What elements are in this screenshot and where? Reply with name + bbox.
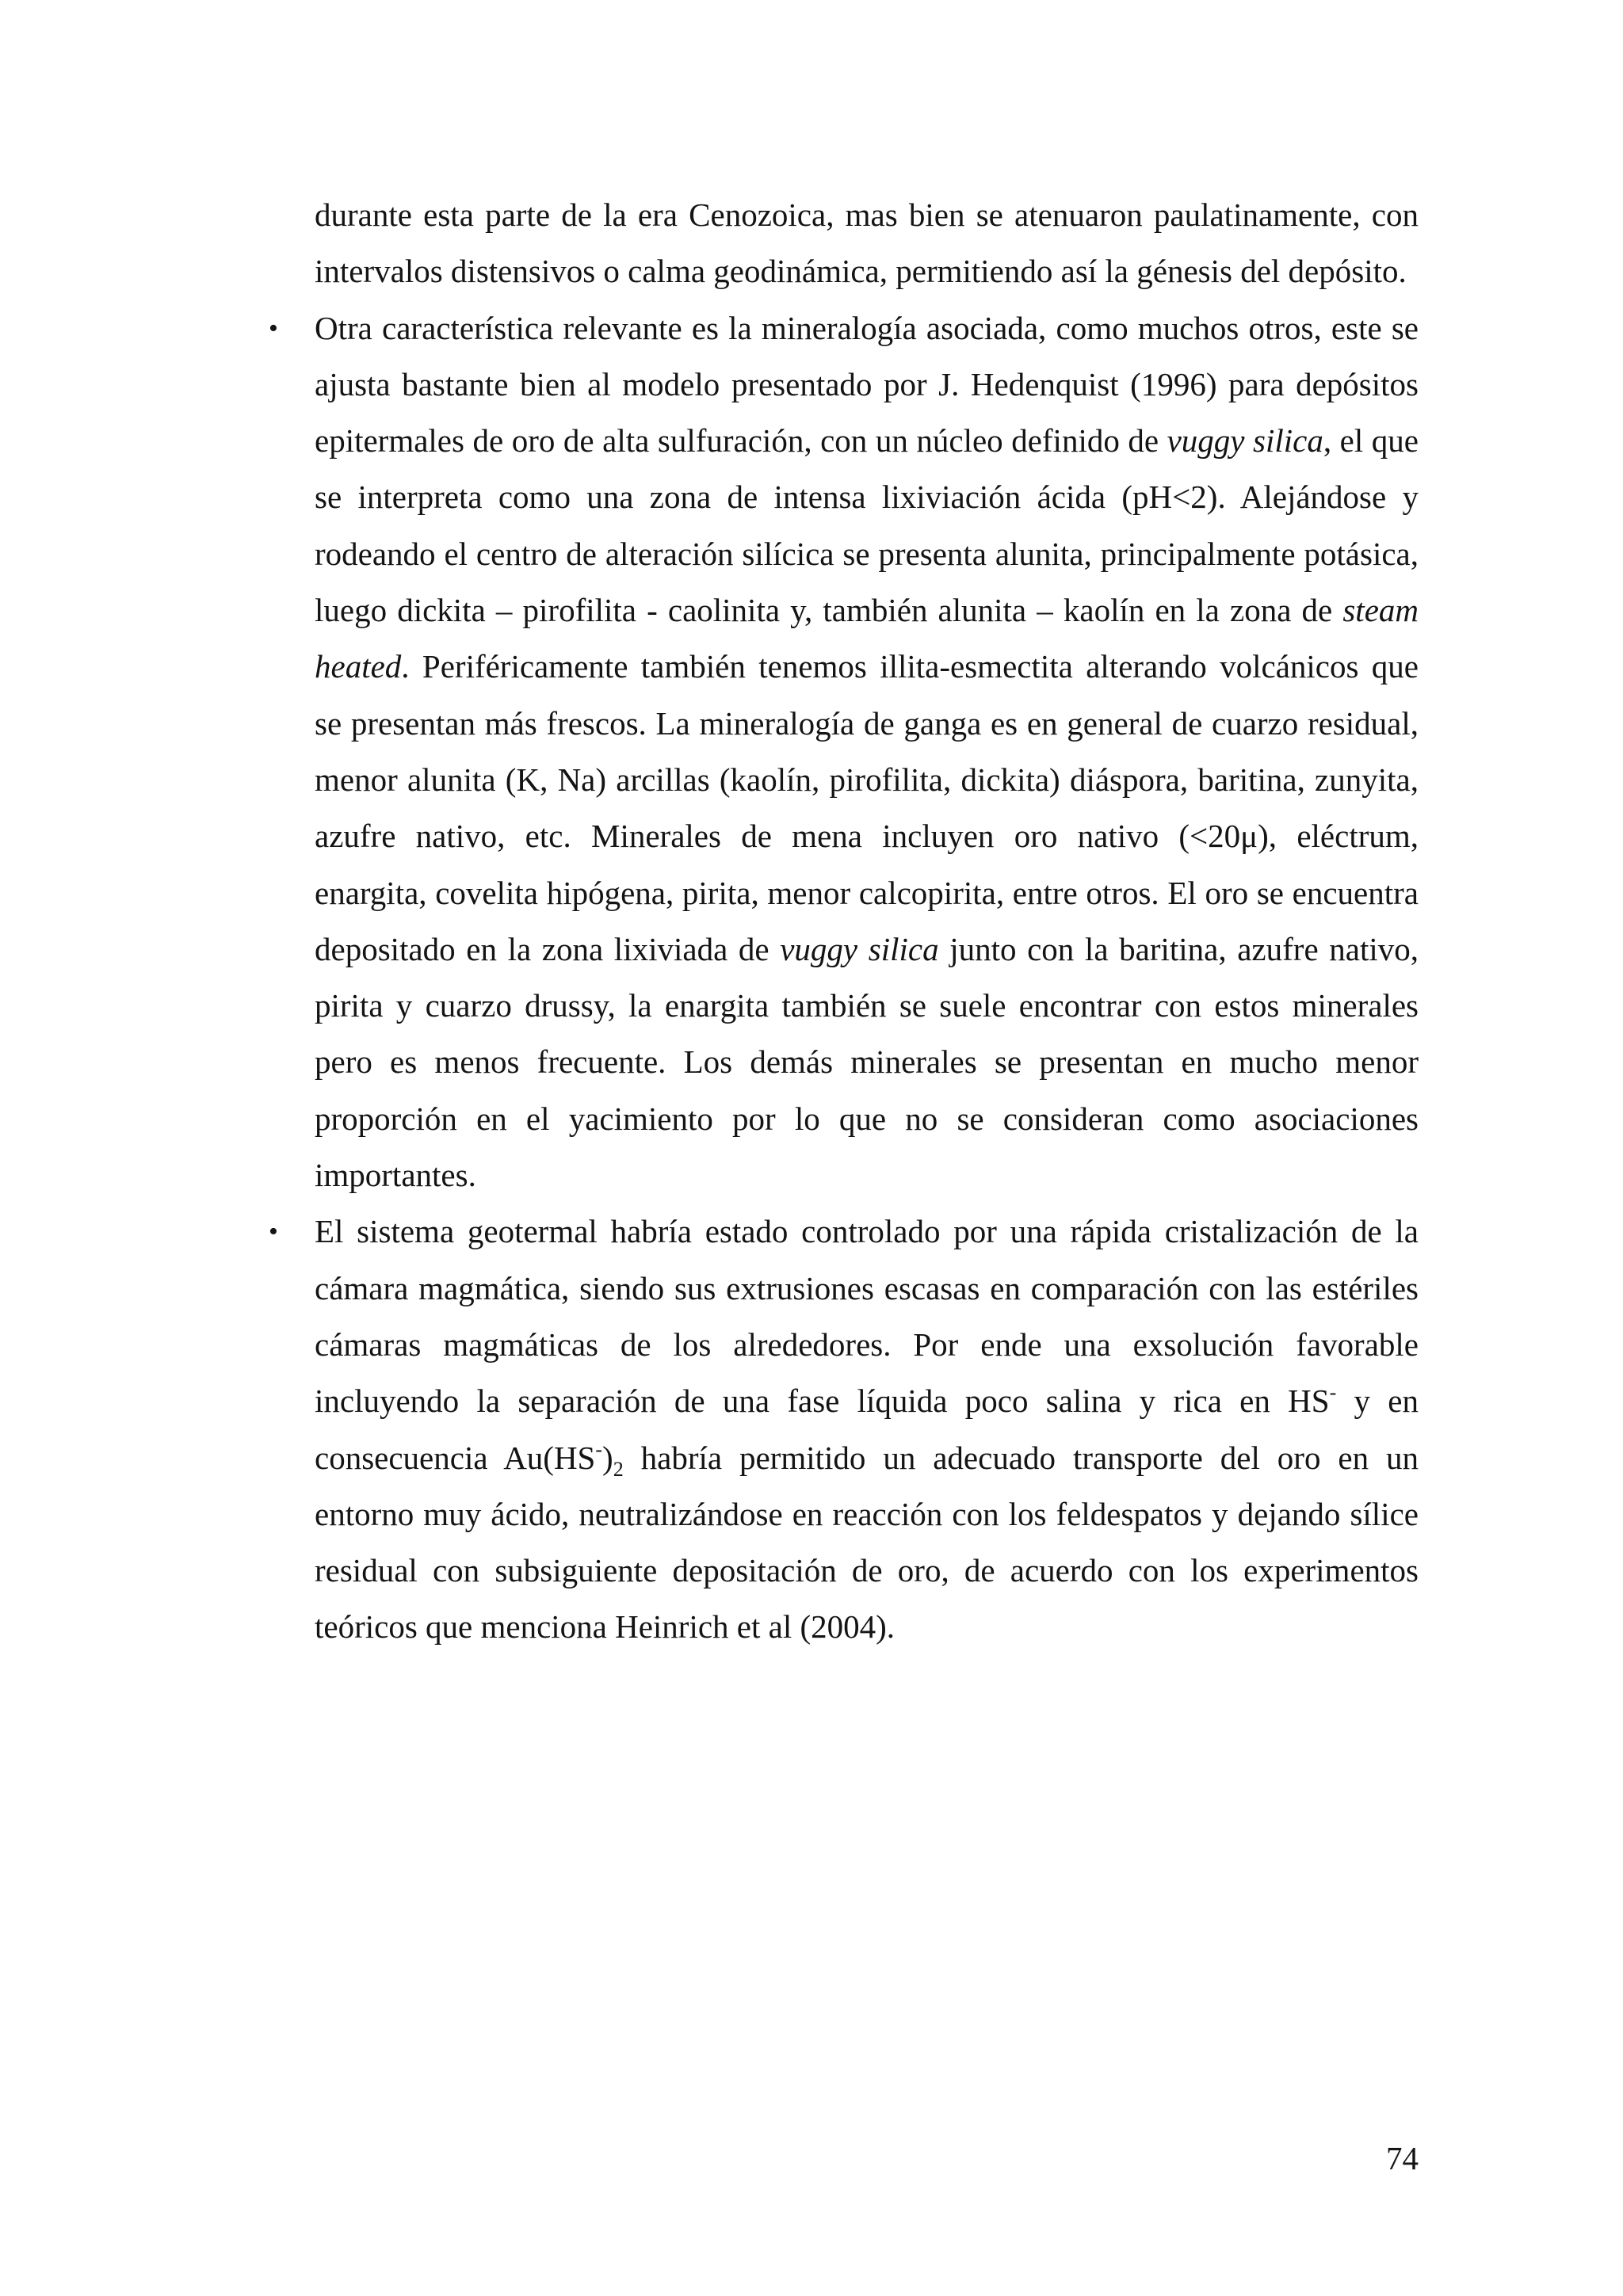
superscript-charge: - [595, 1437, 603, 1461]
superscript-charge: - [1329, 1381, 1337, 1405]
bullet-item-geothermal-system: • El sistema geotermal habría estado controlado por una rápida cristalización de la cámara magmática, siendo sus extrusiones escasas en comparación con las estériles cámaras magmáticas de los alrededores. Por ende una exsolución favorable incluyendo la separación de una fase líquida poco salina y rica en HS- y en consecuencia $Au(HS^-)_2$ habría permitido un adecuado transporte del oro en un entorno muy ácido, neutralizándose en reacción con los feldespatos y dejando sílice residual con subsiguiente depositación de oro, de acuerdo con los experimentos teóricos que menciona Heinrich et al (2004). [315, 1203, 1419, 1655]
italic-term: vuggy silica [1167, 422, 1323, 460]
bullet-marker: • [269, 313, 278, 343]
bullet-item-mineralogy: • Otra característica relevante es la mineralogía asociada, como muchos otros, este se ajusta bastante bien al modelo presentado por J. Hedenquist (1996) para depósitos epitermales de oro de alta sulfuración, con un núcleo definido de vuggy silica, el que se interpreta como una zona de intensa lixiviación ácida (pH<2). Alejándose y rodeando el centro de alteración silícica se presenta alunita, principalmente potásica, luego dickita – pirofilita - caolinita y, también alunita – kaolín en la zona de steam heated. Periféricamente también tenemos illita-esmectita alterando volcánicos que se presentan más frescos. La mineralogía de ganga es en general de cuarzo residual, menor alunita (K, Na) arcillas (kaolín, pirofilita, dickita) diáspora, baritina, zunyita, azufre nativo, etc. Minerales de mena incluyen oro nativo (<20μ), eléctrum, enargita, covelita hipógena, pirita, menor calcopirita, entre otros. El oro se encuentra depositado en la zona lixiviada de vuggy silica junto con la baritina, azufre nativo, pirita y cuarzo drussy, la enargita también se suele encontrar con estos minerales pero es menos frecuente. Los demás minerales se presentan en mucho menor proporción en el yacimiento por lo que no se consideran como asociaciones importantes. [315, 300, 1419, 1204]
continuation-paragraph: durante esta parte de la era Cenozoica, mas bien se atenuaron paulatinamente, con intervalos distensivos o calma geodinámica, permitiendo así la génesis del depósito. [315, 196, 1419, 290]
italic-term: steam heated [315, 592, 1419, 685]
subscript-index: 2 [613, 1457, 624, 1481]
body-text [269, 187, 1419, 1656]
page-number: 74 [1386, 2140, 1419, 2176]
italic-term: vuggy silica [780, 930, 939, 967]
bullet-marker: • [269, 1217, 278, 1247]
